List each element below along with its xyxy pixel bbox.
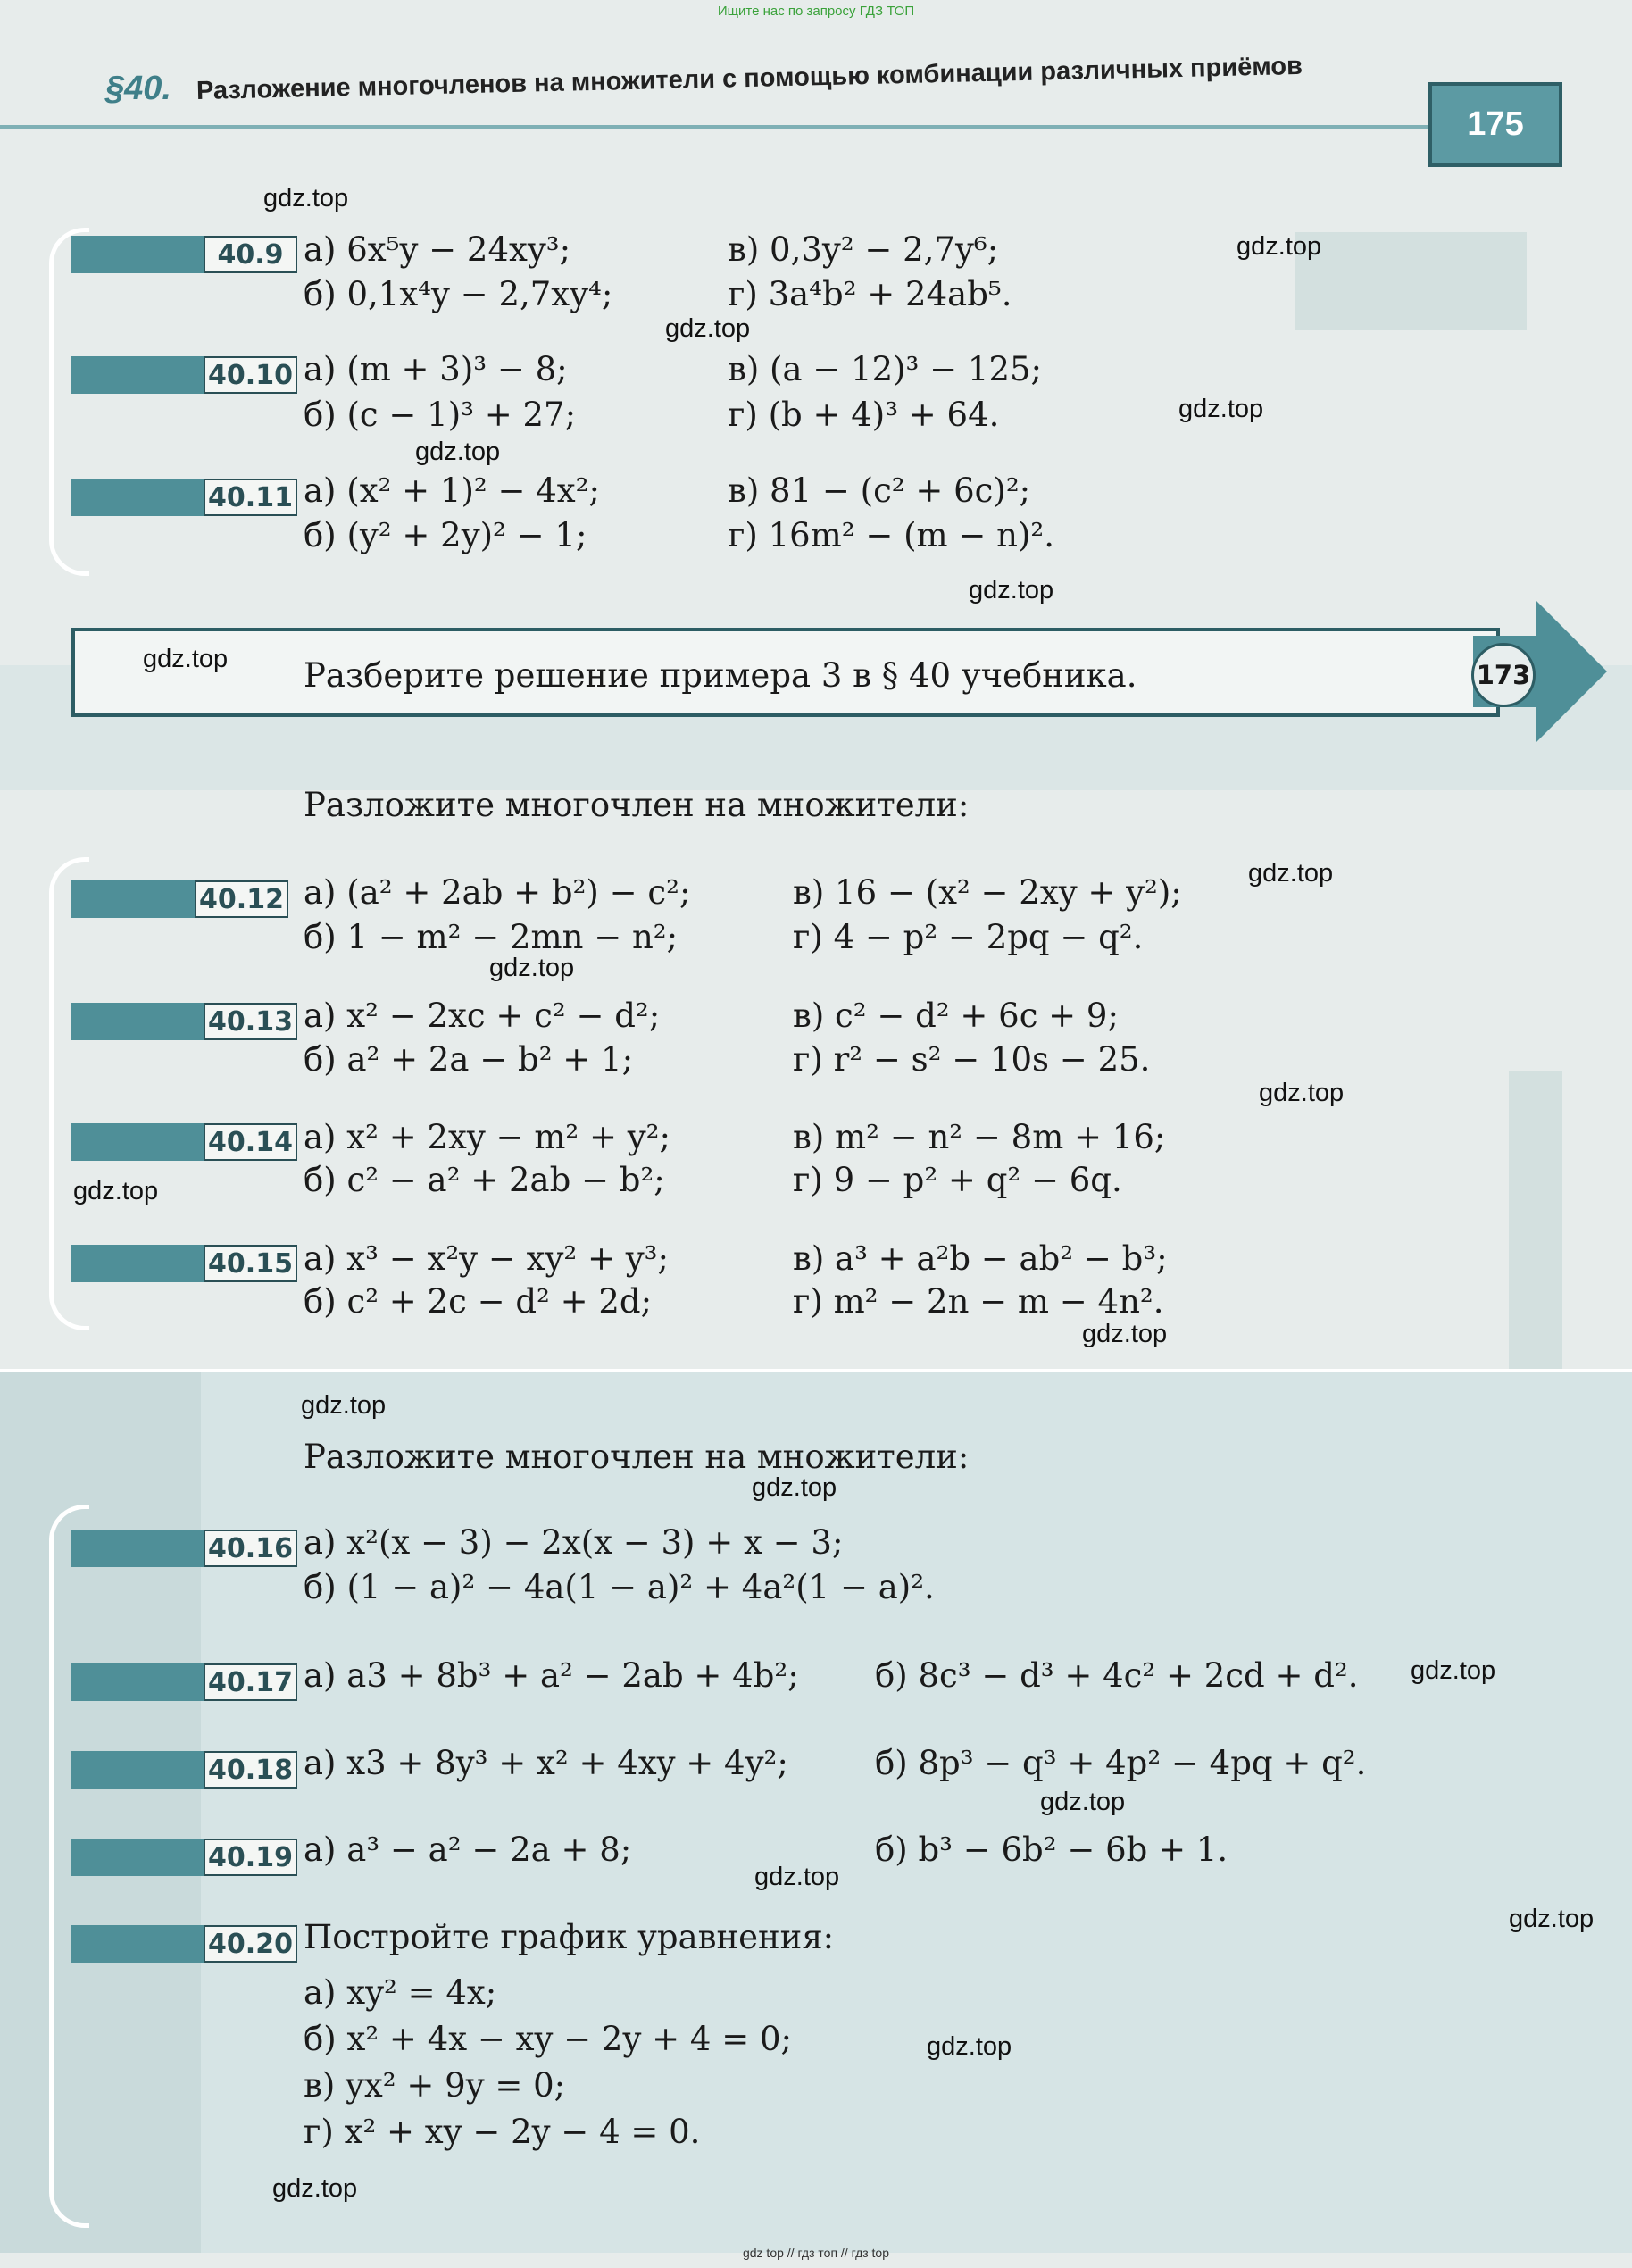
- watermark: gdz.top: [263, 184, 349, 213]
- exercise-item-b: б) 8c³ − d³ + 4c² + 2cd + d².: [875, 1656, 1359, 1695]
- exercise-item-b: б) 0,1x⁴y − 2,7xy⁴;: [304, 275, 613, 313]
- exercise-bar: [71, 1751, 205, 1789]
- exercise-number: 40.20: [204, 1925, 297, 1963]
- exercise-bar: [71, 1663, 205, 1701]
- exercise-item-v: в) c² − d² + 6c + 9;: [793, 996, 1119, 1035]
- exercise-item: г) x² + xy − 2y − 4 = 0.: [304, 2113, 701, 2151]
- exercise-bar: [71, 1839, 205, 1876]
- watermark: gdz.top: [73, 1177, 159, 1205]
- exercise-number: 40.14: [204, 1123, 297, 1161]
- watermark: gdz.top: [665, 314, 751, 343]
- exercise-item-v: в) 16 − (x² − 2xy + y²);: [793, 873, 1182, 912]
- exercise-bar: [71, 1123, 205, 1161]
- exercise-item-v: в) (a − 12)³ − 125;: [728, 350, 1043, 388]
- exercise-bar: [71, 236, 205, 273]
- exercise-item-g: г) 4 − p² − 2pq − q².: [793, 918, 1144, 956]
- exercise-number: 40.9: [204, 236, 297, 273]
- exercise-item-b: б) b³ − 6b² − 6b + 1.: [875, 1830, 1228, 1869]
- exercise-item-a: а) (m + 3)³ − 8;: [304, 350, 568, 388]
- section-title: Разложение многочленов на множители с помощью комбинации различных приёмов: [196, 51, 1303, 105]
- exercise-number: 40.10: [204, 356, 297, 394]
- bottom-note: gdz top // гдз топ // гдз top: [742, 2246, 890, 2260]
- exercise-item: б) x² + 4x − xy − 2y + 4 = 0;: [304, 2020, 792, 2058]
- exercise-bar: [71, 1003, 205, 1040]
- watermark: gdz.top: [754, 1863, 840, 1891]
- exercise-bar: [71, 479, 205, 516]
- watermark: gdz.top: [1509, 1905, 1595, 1933]
- watermark: gdz.top: [927, 2032, 1012, 2061]
- watermark: gdz.top: [1178, 395, 1264, 423]
- watermark: gdz.top: [1082, 1320, 1168, 1348]
- exercise-bar: [71, 356, 205, 394]
- watermark: gdz.top: [1248, 859, 1334, 888]
- exercise-number: 40.15: [204, 1245, 297, 1282]
- watermark: gdz.top: [415, 438, 501, 466]
- exercise-number: 40.11: [204, 479, 297, 516]
- group-bracket: [49, 228, 89, 576]
- exercise-item-b: б) c² − a² + 2ab − b²;: [304, 1161, 665, 1199]
- exercise-bar: [71, 1530, 205, 1567]
- exercise-item: в) yx² + 9y = 0;: [304, 2066, 566, 2105]
- watermark: gdz.top: [143, 645, 229, 673]
- page-number: 175: [1428, 82, 1562, 167]
- exercise-bar: [71, 880, 205, 918]
- instruction-text: Разложите многочлен на множители:: [304, 1438, 970, 1476]
- exercise-number: 40.12: [195, 880, 288, 918]
- watermark: gdz.top: [752, 1473, 837, 1502]
- exercise-bar: [71, 1245, 205, 1282]
- exercise-item-a: а) 6x⁵y − 24xy³;: [304, 230, 571, 269]
- exercise-item-v: в) a³ + a²b − ab² − b³;: [793, 1239, 1168, 1278]
- exercise-item-g: г) 16m² − (m − n)².: [728, 516, 1055, 554]
- exercise-item-b: б) (1 − a)² − 4a(1 − a)² + 4a²(1 − a)².: [304, 1568, 935, 1606]
- exercise-number: 40.16: [204, 1530, 297, 1567]
- watermark: gdz.top: [1040, 1788, 1126, 1816]
- exercise-item-b: б) a² + 2a − b² + 1;: [304, 1040, 634, 1079]
- section-number: §40.: [105, 70, 171, 107]
- page-reference: 173: [1471, 643, 1536, 707]
- exercise-item-g: г) (b + 4)³ + 64.: [728, 396, 1000, 434]
- exercise-item: а) xy² = 4x;: [304, 1973, 497, 2012]
- exercise-item-g: г) m² − 2n − m − 4n².: [793, 1282, 1164, 1321]
- header-rule: [0, 125, 1464, 129]
- exercise-item-b: б) 8p³ − q³ + 4p² − 4pq + q².: [875, 1744, 1367, 1782]
- watermark: gdz.top: [301, 1391, 387, 1420]
- exercise-item-a: а) x² + 2xy − m² + y²;: [304, 1118, 670, 1156]
- exercise-item-a: а) (x² + 1)² − 4x²;: [304, 471, 600, 510]
- exercise-item-g: г) r² − s² − 10s − 25.: [793, 1040, 1151, 1079]
- exercise-item-b: б) 1 − m² − 2mn − n²;: [304, 918, 679, 956]
- exercise-item-g: г) 9 − p² + q² − 6q.: [793, 1161, 1122, 1199]
- exercise-item-g: г) 3a⁴b² + 24ab⁵.: [728, 275, 1012, 313]
- watermark: gdz.top: [1259, 1079, 1345, 1107]
- exercise-item-a: а) (a² + 2ab + b²) − c²;: [304, 873, 691, 912]
- exercise-number: 40.17: [204, 1663, 297, 1701]
- watermark: gdz.top: [272, 2174, 358, 2203]
- watermark: gdz.top: [1236, 232, 1322, 261]
- instruction-text: Разложите многочлен на множители:: [304, 786, 970, 824]
- exercise-item-a: а) a3 + 8b³ + a² − 2ab + 4b²;: [304, 1656, 799, 1695]
- exercise-item-v: в) 0,3y² − 2,7y⁶;: [728, 230, 999, 269]
- watermark: gdz.top: [1411, 1656, 1496, 1685]
- exercise-item-a: а) x³ − x²y − xy² + y³;: [304, 1239, 669, 1278]
- top-note: Ищите нас по запросу ГДЗ ТОП: [717, 4, 915, 19]
- watermark: gdz.top: [969, 576, 1054, 605]
- exercise-item-b: б) (y² + 2y)² − 1;: [304, 516, 587, 554]
- exercise-bar: [71, 1925, 205, 1963]
- bg-ghost-panel: [1295, 232, 1527, 330]
- exercise-number: 40.19: [204, 1839, 297, 1876]
- exercise-number: 40.18: [204, 1751, 297, 1789]
- exercise-item-b: б) c² + 2c − d² + 2d;: [304, 1282, 653, 1321]
- exercise-item-a: а) x² − 2xc + c² − d²;: [304, 996, 661, 1035]
- section-separator: [0, 1369, 1632, 1372]
- watermark: gdz.top: [489, 954, 575, 982]
- exercise-item-b: б) (c − 1)³ + 27;: [304, 396, 577, 434]
- exercise-item-a: а) x3 + 8y³ + x² + 4xy + 4y²;: [304, 1744, 788, 1782]
- exercise-item-a: а) a³ − a² − 2a + 8;: [304, 1830, 632, 1869]
- reference-text: Разберите решение примера 3 в § 40 учебника.: [304, 656, 1137, 695]
- left-strip: [0, 1369, 201, 2253]
- exercise-item-v: в) 81 − (c² + 6c)²;: [728, 471, 1031, 510]
- exercise-item-a: а) x²(x − 3) − 2x(x − 3) + x − 3;: [304, 1523, 844, 1562]
- exercise-number: 40.13: [204, 1003, 297, 1040]
- exercise-prompt: Постройте график уравнения:: [304, 1918, 835, 1956]
- exercise-item-v: в) m² − n² − 8m + 16;: [793, 1118, 1166, 1156]
